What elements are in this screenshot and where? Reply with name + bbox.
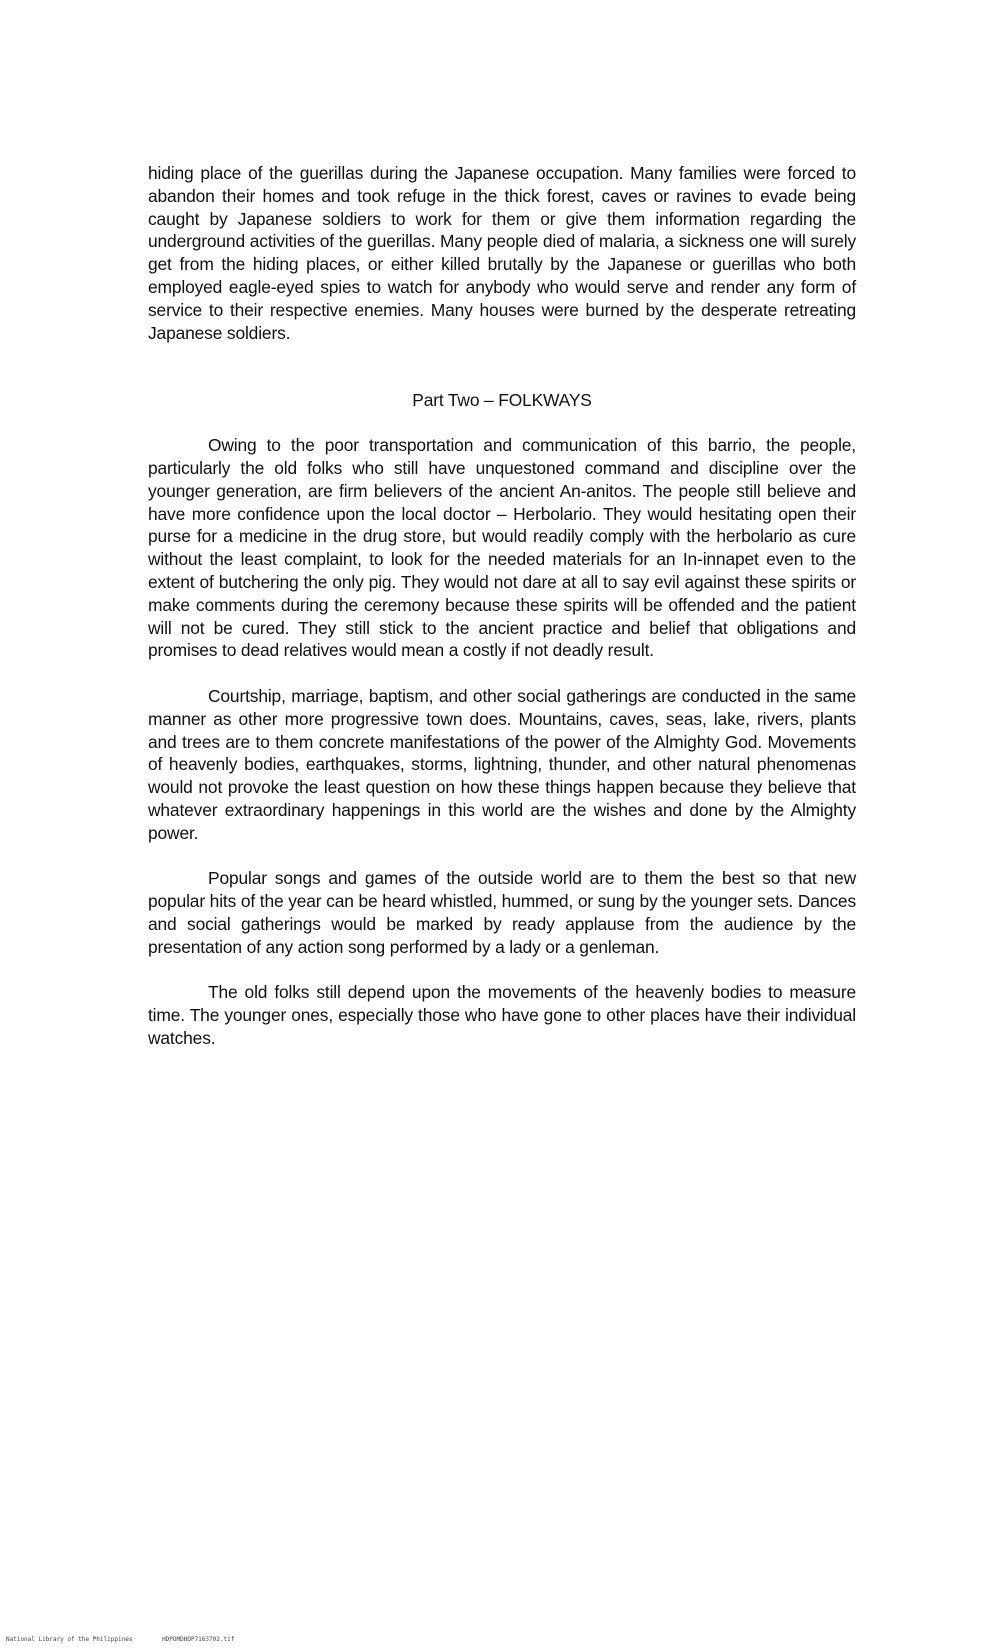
footer-file-id: HDPOMDHDP7163702.tif	[162, 1636, 235, 1643]
paragraph-folkways-beliefs: Owing to the poor transportation and communication of this barrio, the people, particularly the old folks who still have unquestoned command and discipline over the younger generation, are firm believers of the ancient An-anitos. The people still believe and have more confidence upon the local doctor – Herbolario. They would hesitating open their purse for a medicine in the drug store, but would readily comply with the herbolario as cure without the least complaint, to look for the needed materials for an In-innapet even to the extent of butchering the only pig. They would not dare at all to say evil against these spirits or make comments during the ceremony because these spirits will be offended and the patient will not be cured. They still stick to the ancient practice and belief that obligations and promises to dead relatives would mean a costly if not deadly result.	[148, 435, 856, 661]
paragraph-measuring-time: The old folks still depend upon the movements of the heavenly bodies to measure time. The younger ones, especially those who have gone to other places have their individual watches.	[148, 982, 856, 1048]
document-body	[148, 162, 856, 1050]
opening-paragraph: hiding place of the guerillas during the Japanese occupation. Many families were forced to abandon their homes and took refuge in the thick forest, caves or ravines to evade being caught by Japanese soldiers to work for them or give them information regarding the underground activities of the guerillas. Many people died of malaria, a sickness one will surely get from the hiding places, or either killed brutally by the Japanese or guerillas who both employed eagle-eyed spies to watch for anybody who would serve and render any form of service to their respective enemies. Many houses were burned by the desperate retreating Japanese soldiers.	[148, 163, 856, 343]
footer-library-name: National Library of the Philippines	[6, 1636, 133, 1643]
paragraph-popular-songs: Popular songs and games of the outside world are to them the best so that new popular hits of the year can be heard whistled, hummed, or sung by the younger sets. Dances and social gatherings would be marked by ready applause from the audience by the presentation of any action song performed by a lady or a genleman.	[148, 868, 856, 957]
section-heading: Part Two – FOLKWAYS	[412, 390, 592, 411]
scan-footer	[6, 1636, 260, 1643]
paragraph-social-gatherings: Courtship, marriage, baptism, and other social gatherings are conducted in the same manner as other more progressive town does. Mountains, caves, seas, lake, rivers, plants and trees are to them concrete manifestations of the power of the Almighty God. Movements of heavenly bodies, earthquakes, storms, lightning, thunder, and other natural phenomenas would not provoke the least question on how these things happen because they believe that whatever extraordinary happenings in this world are the wishes and done by the Almighty power.	[148, 685, 856, 843]
